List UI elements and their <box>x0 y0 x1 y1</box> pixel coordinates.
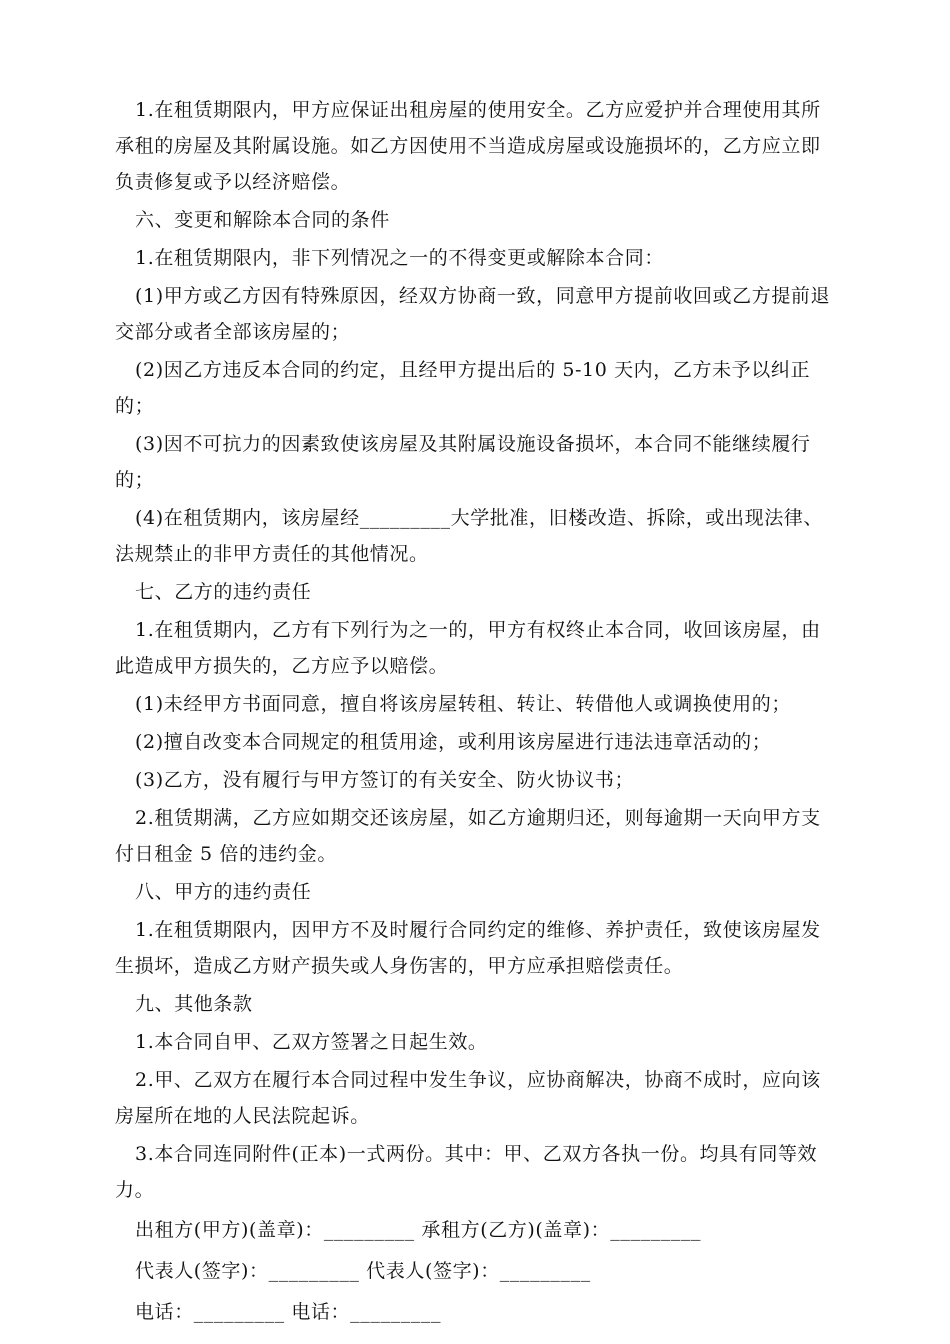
clause-item: (2)因乙方违反本合同的约定，且经甲方提出后的 5-10 天内，乙方未予以纠正的； <box>115 359 811 417</box>
clause-item: (1)甲方或乙方因有特殊原因，经双方协商一致，同意甲方提前收回或乙方提前退交部分或者全部该房屋的； <box>115 285 831 343</box>
clause-item: (4)在租赁期内，该房屋经_________大学批准，旧楼改造、拆除，或出现法律、法规禁止的非甲方责任的其他情况。 <box>115 507 824 565</box>
clause-item: (2)擅自改变本合同规定的租赁用途，或利用该房屋进行违法违章活动的； <box>135 731 772 753</box>
clause-paragraph: 1.在租赁期内，乙方有下列行为之一的，甲方有权终止本合同，收回该房屋，由此造成甲方损失的，乙方应予以赔偿。 <box>115 619 821 677</box>
clause-paragraph: 2.租赁期满，乙方应如期交还该房屋，如乙方逾期归还，则每逾期一天向甲方支付日租金 5 倍的违约金。 <box>115 807 821 865</box>
signature-line-parties: 出租方(甲方)(盖章)：_________ 承租方(乙方)(盖章)：_________ <box>135 1219 702 1241</box>
contract-body <box>115 92 835 1333</box>
section-heading: 六、变更和解除本合同的条件 <box>135 209 390 231</box>
clause-paragraph: 2.甲、乙双方在履行本合同过程中发生争议，应协商解决，协商不成时，应向该房屋所在地的人民法院起诉。 <box>115 1069 821 1127</box>
signature-line-representatives: 代表人(签字)：_________ 代表人(签字)：_________ <box>135 1260 591 1282</box>
section-heading: 九、其他条款 <box>135 993 253 1015</box>
section-heading: 八、甲方的违约责任 <box>135 881 312 903</box>
clause-item: (3)乙方，没有履行与甲方签订的有关安全、防火协议书； <box>135 769 635 791</box>
section-heading: 七、乙方的违约责任 <box>135 581 312 603</box>
clause-paragraph: 3.本合同连同附件(正本)一式两份。其中：甲、乙双方各执一份。均具有同等效力。 <box>115 1143 818 1201</box>
clause-paragraph: 1.在租赁期限内，因甲方不及时履行合同约定的维修、养护责任，致使该房屋发生损坏，造成乙方财产损失或人身伤害的，甲方应承担赔偿责任。 <box>115 919 821 977</box>
clause-item: (3)因不可抗力的因素致使该房屋及其附属设施设备损坏，本合同不能继续履行的； <box>115 433 811 491</box>
clause-item: (1)未经甲方书面同意，擅自将该房屋转租、转让、转借他人或调换使用的； <box>135 693 791 715</box>
clause-paragraph: 1.在租赁期限内，甲方应保证出租房屋的使用安全。乙方应爱护并合理使用其所承租的房屋及其附属设施。如乙方因使用不当造成房屋或设施损坏的，乙方应立即负责修复或予以经济赔偿。 <box>115 99 821 193</box>
signature-line-phones: 电话：_________ 电话：_________ <box>135 1301 442 1323</box>
clause-paragraph: 1.本合同自甲、乙双方签署之日起生效。 <box>135 1031 488 1053</box>
clause-paragraph: 1.在租赁期限内，非下列情况之一的不得变更或解除本合同： <box>135 247 664 269</box>
